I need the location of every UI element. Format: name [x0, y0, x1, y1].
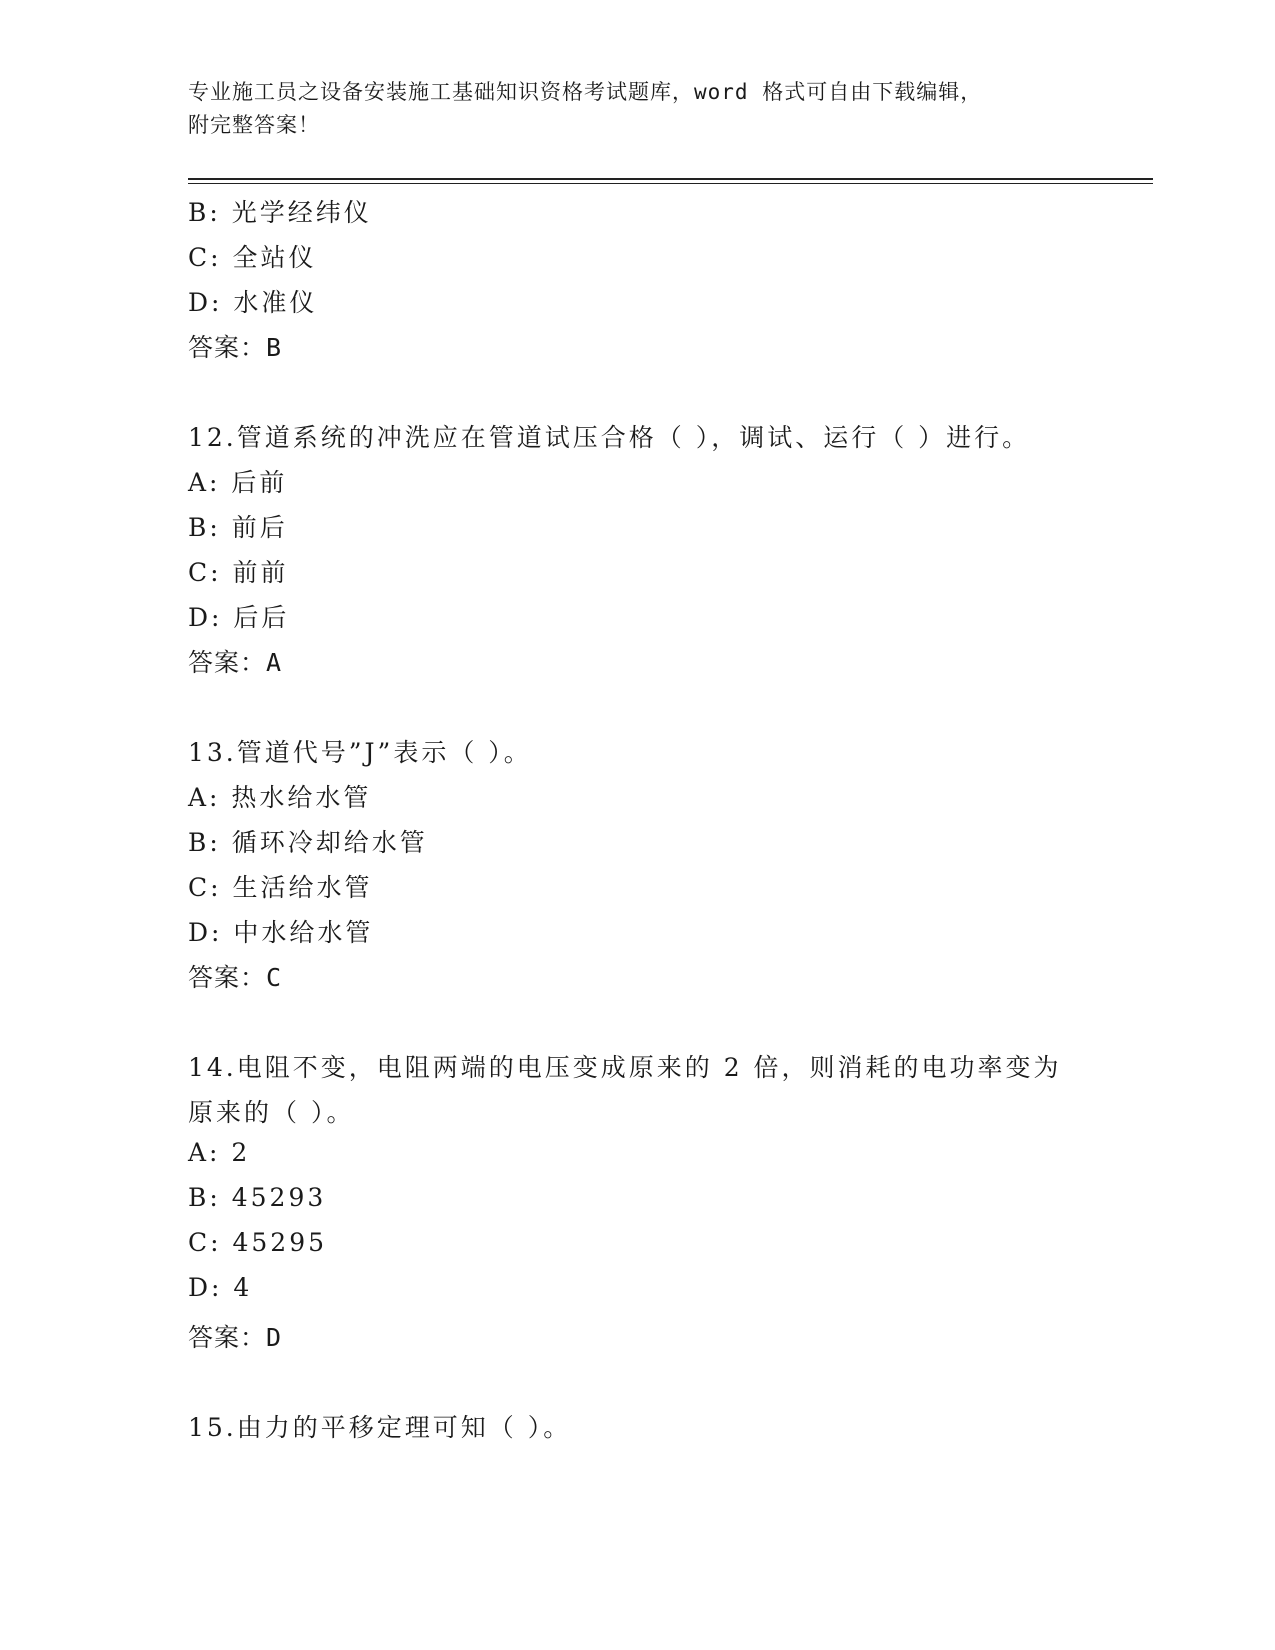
q11-answer: 答案：B	[188, 333, 283, 362]
header-line-1: 专业施工员之设备安装施工基础知识资格考试题库，word 格式可自由下载编辑，	[188, 80, 983, 104]
q15-question: 15.由力的平移定理可知（ ）。	[188, 1413, 572, 1442]
header-line-2: 附完整答案！	[188, 113, 320, 137]
q14-option-a: A: 2	[188, 1138, 251, 1167]
q13-answer: 答案：C	[188, 963, 283, 992]
document-header	[188, 76, 1068, 142]
q14-option-d: D: 4	[188, 1273, 253, 1302]
q11-option-d: D: 水准仪	[188, 288, 318, 317]
q14-option-c: C: 45295	[188, 1228, 328, 1257]
q12-option-a: A: 后前	[188, 468, 288, 497]
q11-option-b: B: 光学经纬仪	[188, 198, 372, 227]
q14-question-line-1: 14.电阻不变，电阻两端的电压变成原来的 2 倍，则消耗的电功率变为	[188, 1053, 1062, 1082]
header-divider-thin	[188, 183, 1153, 184]
q14-option-b: B: 45293	[188, 1183, 327, 1212]
q12-option-d: D: 后后	[188, 603, 290, 632]
q12-answer: 答案：A	[188, 648, 283, 677]
q12-option-c: C: 前前	[188, 558, 289, 587]
q13-option-b: B: 循环冷却给水管	[188, 828, 428, 857]
q13-option-c: C: 生活给水管	[188, 873, 373, 902]
q14-question-line-2: 原来的（ ）。	[188, 1098, 355, 1127]
q11-option-c: C: 全站仪	[188, 243, 317, 272]
q12-question: 12.管道系统的冲洗应在管道试压合格（ ），调试、运行（ ）进行。	[188, 423, 1031, 452]
q13-question: 13.管道代号”J”表示（ ）。	[188, 738, 532, 767]
q13-option-a: A: 热水给水管	[188, 783, 372, 812]
q12-option-b: B: 前后	[188, 513, 288, 542]
header-divider-thick	[188, 178, 1153, 180]
q14-answer: 答案：D	[188, 1323, 283, 1352]
q13-option-d: D: 中水给水管	[188, 918, 374, 947]
